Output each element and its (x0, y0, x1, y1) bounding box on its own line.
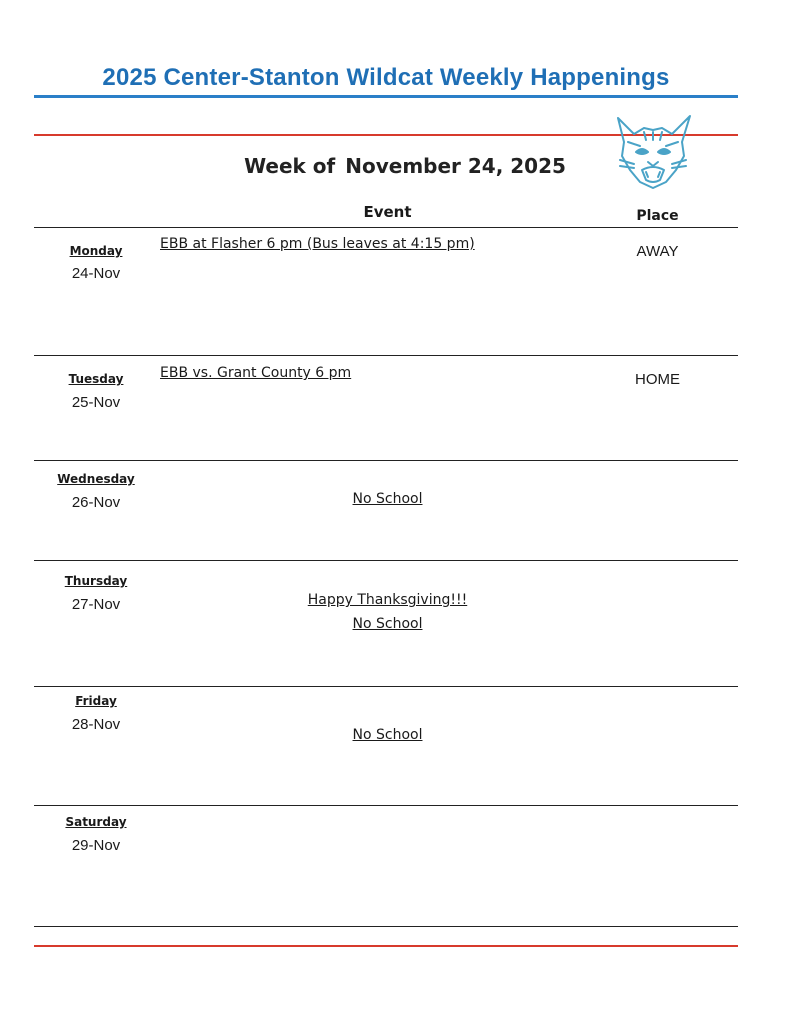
week-label: Week of (244, 154, 336, 178)
event-thursday-2: No School (352, 616, 423, 632)
event-monday-1: EBB at Flasher 6 pm (Bus leaves at 4:15 pm) (160, 236, 475, 252)
place-tuesday: HOME (635, 371, 680, 388)
row-divider (34, 805, 738, 806)
event-wednesday-1: No School (352, 491, 423, 507)
day-name-thursday: Thursday (64, 574, 128, 588)
event-tuesday-1: EBB vs. Grant County 6 pm (160, 365, 352, 381)
day-date-saturday: 29-Nov (71, 837, 121, 854)
row-divider (34, 560, 738, 561)
day-name-saturday: Saturday (65, 815, 127, 829)
place-monday: AWAY (636, 243, 679, 260)
row-divider (34, 926, 738, 927)
day-date-friday: 28-Nov (71, 716, 121, 733)
event-thursday-1: Happy Thanksgiving!!! (307, 592, 468, 608)
title-underline (34, 95, 738, 98)
footer-divider (34, 945, 738, 947)
week-heading (0, 154, 791, 178)
row-divider (34, 460, 738, 461)
week-date: November 24, 2025 (345, 154, 566, 178)
day-name-friday: Friday (75, 694, 117, 708)
day-name-monday: Monday (69, 244, 123, 258)
row-divider (34, 686, 738, 687)
day-name-wednesday: Wednesday (57, 472, 135, 486)
day-date-monday: 24-Nov (71, 265, 121, 282)
column-header-event: Event (363, 203, 412, 221)
page-title: 2025 Center-Stanton Wildcat Weekly Happenings (102, 64, 670, 91)
event-friday-1: No School (352, 727, 423, 743)
table-header-divider (34, 227, 738, 228)
row-divider (34, 355, 738, 356)
wildcat-mascot-icon (610, 112, 696, 192)
day-name-tuesday: Tuesday (68, 372, 124, 386)
day-date-tuesday: 25-Nov (71, 394, 121, 411)
day-date-wednesday: 26-Nov (71, 494, 121, 511)
column-header-place: Place (636, 208, 679, 224)
day-date-thursday: 27-Nov (71, 596, 121, 613)
